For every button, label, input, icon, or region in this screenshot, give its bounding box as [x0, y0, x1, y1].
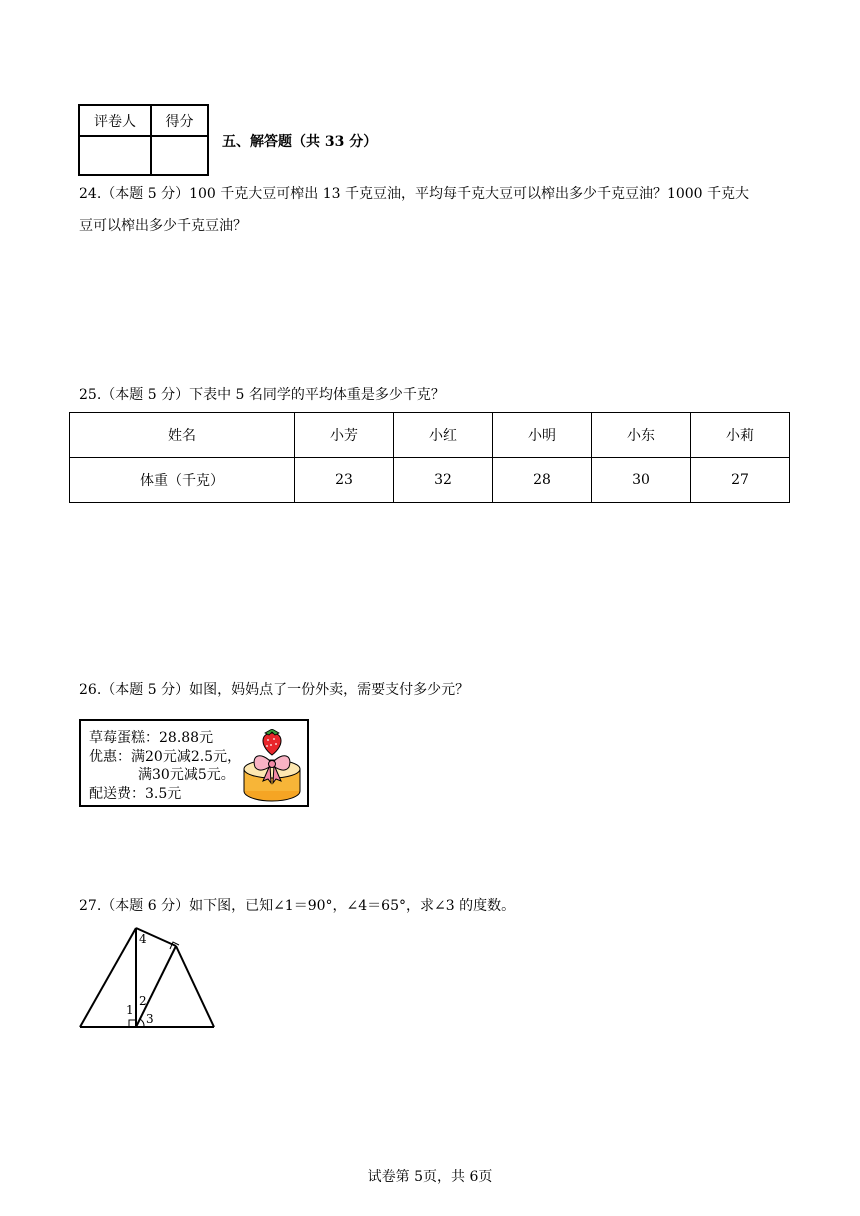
table-cell: 小明	[493, 413, 592, 458]
question-27-text: 27.（本题 6 分）如下图，已知∠1＝90°，∠4＝65°，求∠3 的度数。	[79, 898, 516, 914]
question-25-text: 25.（本题 5 分）下表中 5 名同学的平均体重是多少千克？	[79, 387, 445, 403]
inner-line	[136, 946, 176, 1027]
section-title: 五、解答题（共 33 分）	[222, 134, 378, 150]
menu-delivery-fee: 配送费：3.5元	[89, 786, 182, 802]
right-side	[176, 946, 214, 1027]
table-cell: 23	[295, 458, 394, 503]
table-cell: 28	[493, 458, 592, 503]
angle-label-2: 2	[139, 994, 147, 1008]
takeout-menu-card	[79, 719, 309, 807]
menu-discount-2: 满30元减5元。	[138, 767, 235, 783]
triangle-angle-diagram	[76, 924, 218, 1032]
name-header: 姓名	[70, 413, 295, 458]
table-cell: 小红	[394, 413, 493, 458]
table-cell: 小东	[592, 413, 691, 458]
grader-cell	[79, 136, 151, 175]
page-footer: 试卷第 5页，共 6页	[367, 1169, 493, 1185]
angle-label-4: 4	[139, 932, 147, 946]
weight-table	[69, 412, 790, 503]
table-cell: 27	[691, 458, 790, 503]
menu-discount-1: 优惠：满20元减2.5元，	[89, 749, 242, 765]
score-cell	[151, 136, 208, 175]
table-row	[70, 413, 790, 458]
grader-header: 评卷人	[79, 105, 151, 136]
score-header: 得分	[151, 105, 208, 136]
right-angle-mark-1	[129, 1020, 136, 1027]
angle-label-1: 1	[126, 1003, 134, 1017]
score-table	[78, 104, 209, 176]
weight-header: 体重（千克）	[70, 458, 295, 503]
table-cell: 30	[592, 458, 691, 503]
question-26-text: 26.（本题 5 分）如图，妈妈点了一份外卖，需要支付多少元？	[79, 682, 470, 698]
table-cell: 32	[394, 458, 493, 503]
table-cell: 小莉	[691, 413, 790, 458]
menu-item-cake: 草莓蛋糕：28.88元	[89, 730, 214, 746]
table-cell: 小芳	[295, 413, 394, 458]
angle-3-arc	[140, 1019, 144, 1027]
table-row	[70, 458, 790, 503]
question-24-line2: 豆可以榨出多少千克豆油？	[79, 218, 247, 234]
question-24-line1: 24.（本题 5 分）100 千克大豆可榨出 13 千克豆油，平均每千克大豆可以榨出多少千克豆油？1000 千克大	[79, 186, 750, 202]
angle-label-3: 3	[146, 1012, 154, 1026]
strawberry-cake-icon	[241, 729, 303, 803]
